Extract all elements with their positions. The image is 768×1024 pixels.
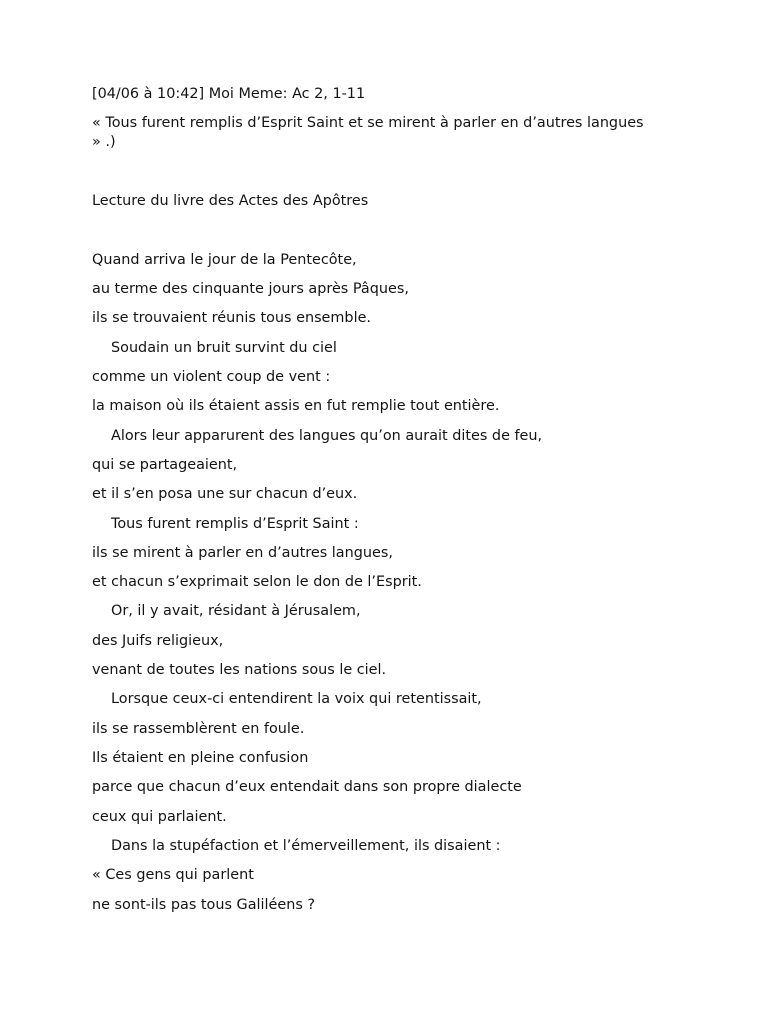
body-line: parce que chacun d’eux entendait dans son propre dialecte bbox=[92, 779, 522, 795]
body-line: la maison où ils étaient assis en fut remplie tout entière. bbox=[92, 398, 500, 414]
body-line: ne sont-ils pas tous Galiléens ? bbox=[92, 897, 316, 913]
body-line: ils se mirent à parler en d’autres langues, bbox=[92, 545, 393, 561]
body-line: Lorsque ceux-ci entendirent la voix qui retentissait, bbox=[111, 691, 482, 707]
body-line: comme un violent coup de vent : bbox=[92, 369, 331, 385]
body-line: et chacun s’exprimait selon le don de l’Esprit. bbox=[92, 574, 422, 590]
body-line: et il s’en posa une sur chacun d’eux. bbox=[92, 486, 358, 502]
body-line: qui se partageaient, bbox=[92, 457, 238, 473]
reading-title: Lecture du livre des Actes des Apôtres bbox=[92, 193, 369, 209]
body-line: ceux qui parlaient. bbox=[92, 809, 227, 825]
body-line: au terme des cinquante jours après Pâques, bbox=[92, 281, 409, 297]
body-line: Tous furent remplis d’Esprit Saint : bbox=[111, 516, 359, 532]
body-line: Or, il y avait, résidant à Jérusalem, bbox=[111, 603, 361, 619]
body-line: Ils étaient en pleine confusion bbox=[92, 750, 309, 766]
body-line: Alors leur apparurent des langues qu’on aurait dites de feu, bbox=[111, 428, 543, 444]
message-header: [04/06 à 10:42] Moi Meme: Ac 2, 1-11 bbox=[92, 86, 366, 102]
body-line: venant de toutes les nations sous le ciel. bbox=[92, 662, 387, 678]
body-line: « Ces gens qui parlent bbox=[92, 867, 254, 883]
reading-quote: « Tous furent remplis d’Esprit Saint et se mirent à parler en d’autres langues » .) bbox=[92, 115, 644, 150]
body-line: ils se trouvaient réunis tous ensemble. bbox=[92, 310, 371, 326]
body-line: des Juifs religieux, bbox=[92, 633, 224, 649]
body-line: Soudain un bruit survint du ciel bbox=[111, 340, 337, 356]
body-line: ils se rassemblèrent en foule. bbox=[92, 721, 305, 737]
body-line: Dans la stupéfaction et l’émerveillement, ils disaient : bbox=[111, 838, 501, 854]
body-line: Quand arriva le jour de la Pentecôte, bbox=[92, 252, 357, 268]
